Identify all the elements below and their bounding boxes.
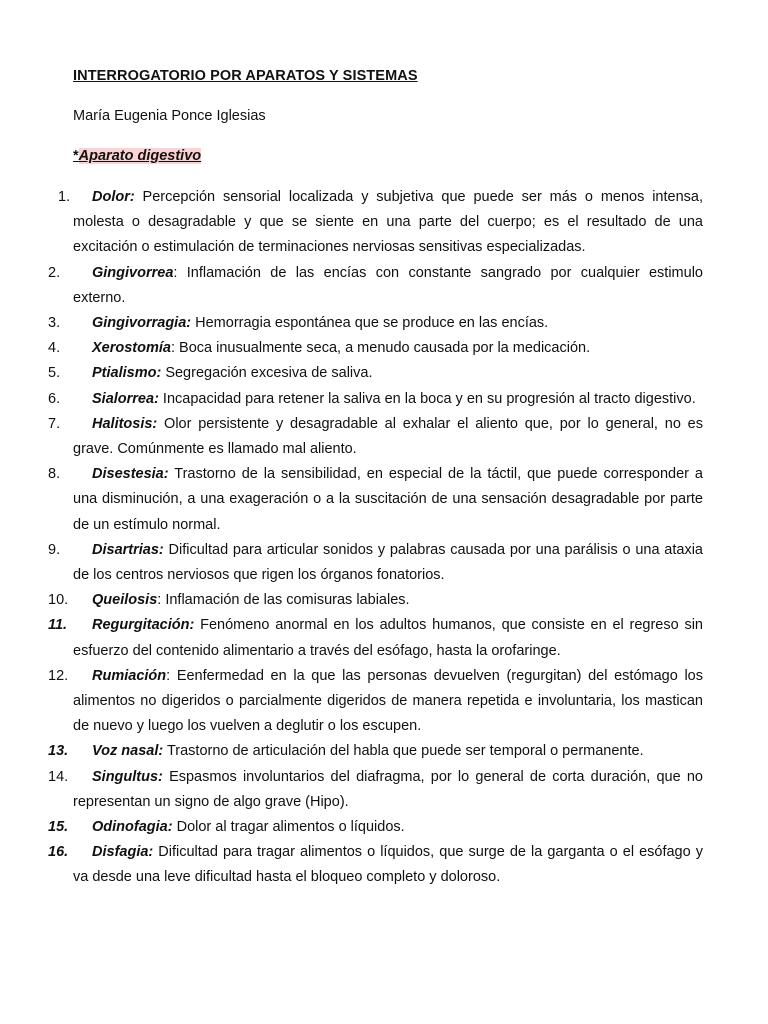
section-prefix: * [73,148,79,164]
item-definition: Segregación excesiva de saliva. [161,365,373,382]
item-number: 7. [48,415,61,432]
item-term: Odinofagia: [92,819,173,836]
list-item [48,815,703,840]
item-number: 16. [48,844,69,861]
item-body [73,189,703,255]
item-definition: : Boca inusualmente seca, a menudo causada por la medicación. [170,340,591,357]
item-definition: : Inflamación de las comisuras labiales. [157,592,410,609]
item-term: Regurgitación: [92,617,195,634]
list-item [48,613,703,663]
list-item [48,664,703,740]
item-body [73,769,703,810]
item-term: Ptialismo: [92,365,162,382]
list-item [48,361,703,386]
item-term: Gingivorragia: [92,315,192,332]
item-number: 4. [48,340,61,357]
list-item [48,412,703,462]
item-definition: Trastorno de la sensibilidad, en especial de la táctil, que puede corresponder a una disminución, a una exageración o a la suscitación de una sensación desagradable por parte de un estímulo normal. [73,466,703,533]
item-number: 6. [48,390,61,407]
item-number: 9. [48,541,61,558]
item-body [73,365,372,381]
item-body [73,315,548,331]
item-term: Singultus: [92,768,163,785]
item-definition: Trastorno de articulación del habla que puede ser temporal o permanente. [163,743,644,760]
list-item [48,588,703,613]
item-number: 2. [48,264,61,281]
item-number: 1. [58,189,71,205]
item-number: 15. [48,819,69,836]
item-term: Gingivorrea [92,264,174,281]
item-definition: Hemorragia espontánea que se produce en las encías. [191,315,549,332]
item-body [73,416,703,457]
symptom-list [48,185,703,891]
item-definition: Espasmos involuntarios del diafragma, por lo general de corta duración, que no representan un signo de algo grave (Hipo). [73,768,703,810]
section-label: Aparato digestivo [78,148,202,164]
item-body [73,265,703,306]
item-body [73,466,703,532]
item-definition: Dificultad para articular sonidos y palabras causada por una parálisis o una ataxia de los centros nerviosos que rigen los órganos fonatorios. [73,541,703,584]
list-item [58,185,703,261]
item-definition: Dolor al tragar alimentos o líquidos. [172,819,405,836]
item-term: Halitosis: [92,415,158,432]
item-term: Disestesia: [92,466,169,483]
item-number: 12. [48,667,69,684]
item-body [73,668,703,734]
item-body [73,391,696,407]
list-item [48,311,703,336]
item-term: Xerostomía [92,340,171,357]
list-item [48,538,703,588]
list-item [48,336,703,361]
item-body [73,617,703,658]
item-term: Dolor: [92,189,135,205]
item-body [73,819,405,835]
item-number: 3. [48,315,61,332]
item-body [73,340,590,356]
item-body [73,542,703,583]
item-term: Disartrias: [92,541,164,558]
list-item [48,387,703,412]
item-definition: Dificultad para tragar alimentos o líquidos, que surge de la garganta o el esófago y va desde una leve dificultad hasta el bloqueo completo y doloroso. [73,844,703,886]
item-definition: Incapacidad para retener la saliva en la boca y en su progresión al tracto digestivo. [158,390,696,407]
list-item [48,765,703,815]
list-item [48,261,703,311]
list-item [48,739,703,764]
item-definition: Olor persistente y desagradable al exhalar el aliento que, por lo general, no es grave. Comúnmente es llamado mal aliento. [73,415,703,458]
item-term: Queilosis [92,592,158,609]
item-definition: : Inflamación de las encías con constante sangrado por cualquier estimulo externo. [73,264,703,306]
item-number: 14. [48,768,69,785]
item-number: 5. [48,365,61,382]
list-item [48,462,703,538]
item-number: 10. [48,592,69,609]
item-number: 11. [48,617,68,634]
item-body [73,743,644,759]
item-term: Disfagia: [92,844,154,861]
item-definition: : Eenfermedad en la que las personas devuelven (regurgitan) del estómago los alimentos no digeridos o parcialmente digeridos de manera repetida e involuntaria, los mastican de nuevo y luego los vuelven a deglutir o los escupen. [73,667,703,735]
item-definition: Fenómeno anormal en los adultos humanos, que consiste en el regreso sin esfuerzo del contenido alimentario a través del esófago, hasta la orofaringe. [73,617,703,659]
item-body [73,592,410,608]
item-term: Voz nasal: [92,743,164,760]
document-title: INTERROGATORIO POR APARATOS Y SISTEMAS [73,68,418,84]
item-number: 8. [48,466,61,483]
item-term: Sialorrea: [92,390,159,407]
item-number: 13. [48,743,69,760]
item-body [73,844,703,885]
item-definition: Percepción sensorial localizada y subjetiva que puede ser más o menos intensa, molesta o desagradable y que se siente en una parte del cuerpo; es el resultado de una excitación o estimulación de terminaciones nerviosas sensitivas especializadas. [73,189,703,256]
section-heading [73,148,201,164]
author-name: María Eugenia Ponce Iglesias [73,108,266,124]
item-term: Rumiación [92,667,167,684]
list-item [48,840,703,890]
